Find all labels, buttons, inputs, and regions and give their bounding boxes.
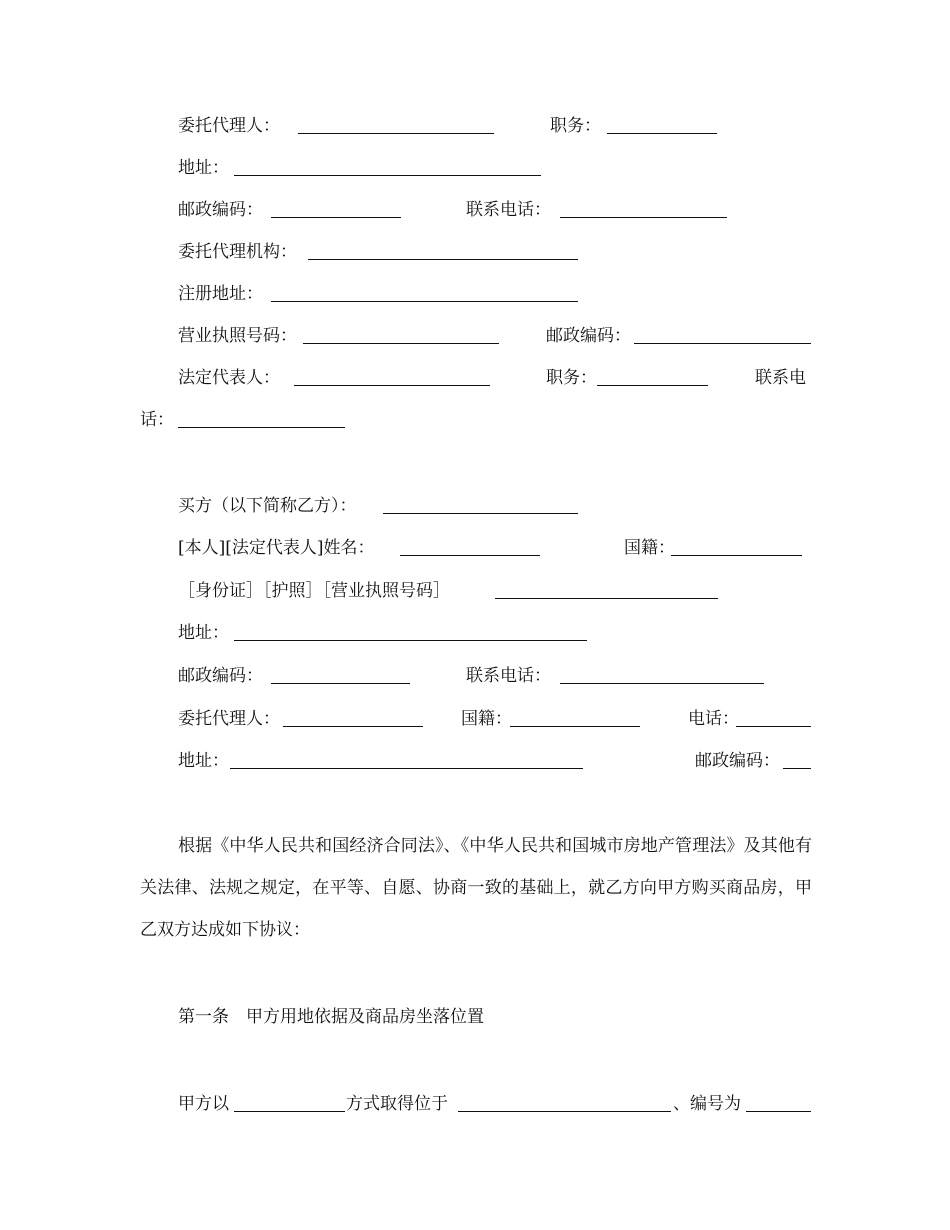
seller-reg-address-label: 注册地址： bbox=[178, 284, 263, 304]
buyer-title-label: 买方（以下简称乙方）： bbox=[178, 496, 357, 516]
article1-seg3: 、编号为 bbox=[673, 1094, 741, 1114]
seller-agent-blank[interactable] bbox=[298, 114, 494, 134]
buyer-phone-label: 联系电话： bbox=[466, 666, 551, 686]
buyer-agent-postcode-blank[interactable] bbox=[783, 749, 811, 769]
buyer-agent-nationality-blank[interactable] bbox=[510, 707, 640, 727]
seller-agent-position-blank[interactable] bbox=[607, 114, 717, 134]
buyer-name-blank[interactable] bbox=[400, 536, 540, 556]
seller-agent-phone-label: 联系电话： bbox=[466, 200, 551, 220]
seller-license-label: 营业执照号码： bbox=[178, 326, 297, 346]
seller-license-blank[interactable] bbox=[303, 324, 499, 344]
buyer-agent-phone-blank[interactable] bbox=[736, 707, 811, 727]
buyer-nationality-label: 国籍： bbox=[624, 538, 675, 558]
seller-agent-address-blank[interactable] bbox=[234, 156, 541, 176]
buyer-agent-blank[interactable] bbox=[283, 707, 423, 727]
seller-agent-address-label: 地址： bbox=[178, 158, 229, 178]
seller-phone2-blank[interactable] bbox=[178, 408, 345, 428]
seller-postcode2-label: 邮政编码： bbox=[546, 326, 631, 346]
article1-seg1: 甲方以 bbox=[178, 1094, 229, 1114]
seller-postcode2-blank[interactable] bbox=[634, 324, 811, 344]
seller-agent-label: 委托代理人： bbox=[178, 116, 280, 136]
seller-reg-address-blank[interactable] bbox=[271, 282, 578, 302]
buyer-agent-nationality-label: 国籍： bbox=[461, 709, 512, 729]
preamble-paragraph: 根据《中华人民共和国经济合同法》、《中华人民共和国城市房地产管理法》及其他有关法律、法规之规定，在平等、自愿、协商一致的基础上，就乙方向甲方购买商品房，甲乙双方达成如下协议： bbox=[140, 836, 812, 940]
buyer-agent-phone-label: 电话： bbox=[688, 709, 739, 729]
seller-agent-postcode-label: 邮政编码： bbox=[178, 200, 263, 220]
seller-position2-label: 职务： bbox=[546, 368, 597, 388]
article1-method-blank[interactable] bbox=[234, 1092, 345, 1112]
buyer-agent-address-label: 地址： bbox=[178, 751, 229, 771]
seller-position2-blank[interactable] bbox=[597, 366, 708, 386]
buyer-agent-postcode-label: 邮政编码： bbox=[695, 751, 780, 771]
seller-agent-position-label: 职务： bbox=[550, 116, 601, 136]
buyer-agent-label: 委托代理人： bbox=[178, 709, 280, 729]
buyer-address-label: 地址： bbox=[178, 623, 229, 643]
buyer-agent-address-blank[interactable] bbox=[230, 749, 583, 769]
buyer-id-blank[interactable] bbox=[495, 579, 718, 599]
seller-phone2-label-b: 话： bbox=[140, 410, 174, 430]
buyer-postcode-label: 邮政编码： bbox=[178, 666, 263, 686]
seller-agent-postcode-blank[interactable] bbox=[271, 198, 401, 218]
seller-legal-rep-label: 法定代表人： bbox=[178, 368, 280, 388]
seller-phone2-label-a: 联系电 bbox=[755, 368, 806, 388]
article1-seg2: 方式取得位于 bbox=[346, 1094, 448, 1114]
buyer-nationality-blank[interactable] bbox=[671, 536, 802, 556]
seller-legal-rep-blank[interactable] bbox=[294, 366, 490, 386]
buyer-title-blank[interactable] bbox=[383, 494, 578, 514]
article1-location-blank[interactable] bbox=[458, 1092, 671, 1112]
seller-agency-label: 委托代理机构： bbox=[178, 242, 297, 262]
seller-agency-blank[interactable] bbox=[308, 240, 578, 260]
buyer-postcode-blank[interactable] bbox=[271, 664, 410, 684]
buyer-phone-blank[interactable] bbox=[560, 664, 764, 684]
buyer-id-label: ［身份证］［护照］［营业执照号码］ bbox=[178, 581, 450, 601]
seller-agent-phone-blank[interactable] bbox=[560, 198, 727, 218]
buyer-address-blank[interactable] bbox=[234, 621, 587, 641]
buyer-name-label: [本人][法定代表人]姓名： bbox=[178, 538, 375, 558]
article1-title: 第一条 甲方用地依据及商品房坐落位置 bbox=[178, 1007, 484, 1027]
article1-number-blank[interactable] bbox=[746, 1092, 811, 1112]
